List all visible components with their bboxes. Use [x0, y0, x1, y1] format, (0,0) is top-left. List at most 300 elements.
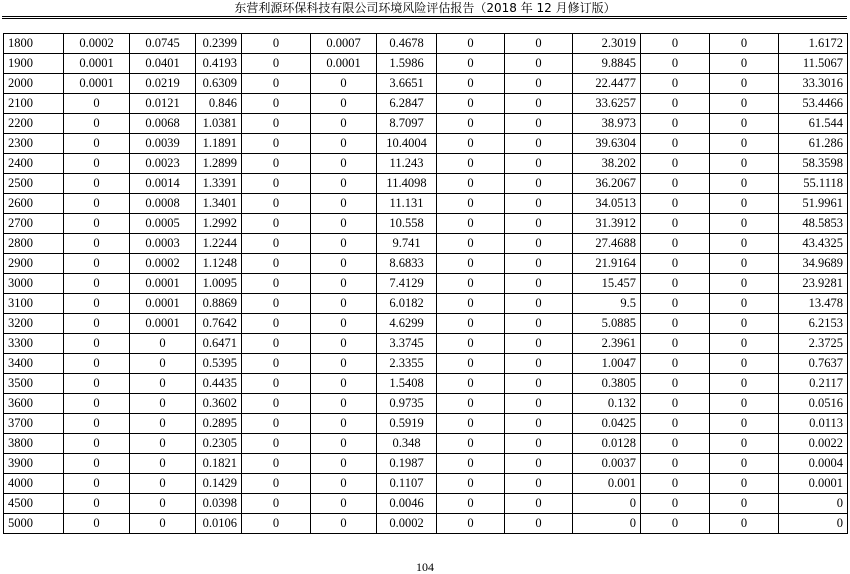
table-cell: 0.001 — [573, 474, 641, 494]
table-row — [4, 374, 848, 394]
table-cell: 0 — [437, 94, 505, 114]
table-cell: 0.4678 — [377, 34, 437, 54]
table-cell: 0.0039 — [130, 134, 196, 154]
table-cell: 0.0106 — [196, 514, 242, 534]
table-cell: 0.0113 — [779, 414, 848, 434]
table-cell: 0 — [710, 474, 779, 494]
table-cell: 0 — [64, 314, 130, 334]
table-cell: 0 — [641, 374, 710, 394]
table-cell: 39.6304 — [573, 134, 641, 154]
table-cell: 2.3725 — [779, 334, 848, 354]
page-number: 104 — [416, 560, 434, 574]
distance-cell: 5000 — [4, 514, 64, 534]
table-cell: 0 — [505, 94, 573, 114]
table-cell: 58.3598 — [779, 154, 848, 174]
table-cell: 0 — [710, 294, 779, 314]
table-cell: 9.8845 — [573, 54, 641, 74]
table-cell: 0 — [505, 34, 573, 54]
table-row — [4, 54, 848, 74]
table-cell: 0 — [242, 414, 311, 434]
table-cell: 34.0513 — [573, 194, 641, 214]
table-cell: 0.4435 — [196, 374, 242, 394]
table-cell: 0.846 — [196, 94, 242, 114]
report-title: 东营利源环保科技有限公司环境风险评估报告（2018 年 12 月修订版） — [234, 1, 616, 15]
table-cell: 0 — [437, 454, 505, 474]
table-cell: 0 — [437, 54, 505, 74]
table-cell: 0 — [242, 174, 311, 194]
table-cell: 0 — [710, 394, 779, 414]
table-cell: 0.0002 — [64, 34, 130, 54]
table-cell: 0.7637 — [779, 354, 848, 374]
table-cell: 0.0001 — [64, 74, 130, 94]
table-cell: 0.0398 — [196, 494, 242, 514]
table-cell: 0.7642 — [196, 314, 242, 334]
table-cell: 0 — [641, 174, 710, 194]
table-cell: 0 — [710, 234, 779, 254]
table-cell: 0 — [505, 274, 573, 294]
data-table — [3, 33, 848, 534]
table-cell: 0 — [311, 74, 377, 94]
distance-cell: 3500 — [4, 374, 64, 394]
table-cell: 0.0001 — [130, 314, 196, 334]
table-cell: 0 — [437, 314, 505, 334]
table-cell: 0 — [311, 474, 377, 494]
table-cell: 0 — [242, 234, 311, 254]
table-cell: 0 — [505, 474, 573, 494]
distance-cell: 2900 — [4, 254, 64, 274]
table-cell: 0 — [641, 194, 710, 214]
table-cell: 0.9735 — [377, 394, 437, 414]
table-row — [4, 294, 848, 314]
table-cell: 0 — [505, 514, 573, 534]
table-cell: 0 — [710, 494, 779, 514]
distance-cell: 3600 — [4, 394, 64, 414]
table-cell: 0 — [242, 274, 311, 294]
table-cell: 51.9961 — [779, 194, 848, 214]
table-cell: 0 — [130, 334, 196, 354]
table-cell: 0 — [242, 114, 311, 134]
table-row — [4, 214, 848, 234]
table-cell: 1.0095 — [196, 274, 242, 294]
table-cell: 3.3745 — [377, 334, 437, 354]
table-cell: 36.2067 — [573, 174, 641, 194]
table-cell: 0 — [437, 234, 505, 254]
table-cell: 0 — [437, 494, 505, 514]
table-cell: 0.0007 — [311, 34, 377, 54]
table-row — [4, 514, 848, 534]
table-cell: 0 — [573, 494, 641, 514]
table-cell: 0 — [710, 114, 779, 134]
table-cell: 0 — [505, 494, 573, 514]
table-cell: 0 — [64, 114, 130, 134]
table-cell: 11.243 — [377, 154, 437, 174]
table-cell: 0 — [505, 314, 573, 334]
table-cell: 33.6257 — [573, 94, 641, 114]
table-cell: 0 — [505, 134, 573, 154]
table-cell: 0 — [710, 74, 779, 94]
table-cell: 0.0002 — [130, 254, 196, 274]
table-cell: 15.457 — [573, 274, 641, 294]
table-cell: 0 — [437, 434, 505, 454]
table-cell: 0 — [710, 94, 779, 114]
table-cell: 0 — [641, 294, 710, 314]
table-cell: 0 — [437, 514, 505, 534]
table-cell: 0 — [641, 214, 710, 234]
table-cell: 0 — [437, 294, 505, 314]
table-cell: 0 — [437, 74, 505, 94]
table-cell: 0 — [242, 454, 311, 474]
distance-cell: 4500 — [4, 494, 64, 514]
distance-cell: 4000 — [4, 474, 64, 494]
table-cell: 0 — [505, 174, 573, 194]
distance-cell: 3200 — [4, 314, 64, 334]
table-cell: 0 — [311, 314, 377, 334]
table-cell: 0 — [710, 374, 779, 394]
table-row — [4, 434, 848, 454]
table-cell: 0 — [64, 214, 130, 234]
table-cell: 0.1821 — [196, 454, 242, 474]
table-cell: 0.3805 — [573, 374, 641, 394]
table-cell: 0.0128 — [573, 434, 641, 454]
table-cell: 0 — [64, 234, 130, 254]
table-cell: 0 — [505, 114, 573, 134]
distance-cell: 3100 — [4, 294, 64, 314]
table-cell: 0.2305 — [196, 434, 242, 454]
table-cell: 0 — [130, 434, 196, 454]
table-cell: 0 — [64, 374, 130, 394]
table-cell: 27.4688 — [573, 234, 641, 254]
table-cell: 1.1248 — [196, 254, 242, 274]
table-cell: 2.3019 — [573, 34, 641, 54]
distance-cell: 3400 — [4, 354, 64, 374]
table-cell: 0.0068 — [130, 114, 196, 134]
table-cell: 61.544 — [779, 114, 848, 134]
table-cell: 0.0001 — [64, 54, 130, 74]
table-row — [4, 34, 848, 54]
distance-cell: 3000 — [4, 274, 64, 294]
table-cell: 0 — [641, 74, 710, 94]
table-cell: 0 — [505, 194, 573, 214]
table-row — [4, 134, 848, 154]
table-cell: 0 — [710, 514, 779, 534]
table-cell: 0 — [641, 114, 710, 134]
table-cell: 0 — [710, 254, 779, 274]
table-cell: 0 — [437, 394, 505, 414]
table-cell: 0.1429 — [196, 474, 242, 494]
table-cell: 0 — [64, 434, 130, 454]
distance-cell: 3900 — [4, 454, 64, 474]
table-cell: 0 — [242, 74, 311, 94]
table-cell: 2.3355 — [377, 354, 437, 374]
table-cell: 0 — [242, 434, 311, 454]
table-cell: 0.0745 — [130, 34, 196, 54]
table-cell: 0 — [437, 214, 505, 234]
table-cell: 0.0003 — [130, 234, 196, 254]
table-cell: 31.3912 — [573, 214, 641, 234]
distance-cell: 3300 — [4, 334, 64, 354]
table-row — [4, 254, 848, 274]
table-row — [4, 414, 848, 434]
table-cell: 0.132 — [573, 394, 641, 414]
table-cell: 0.8869 — [196, 294, 242, 314]
table-cell: 0 — [710, 154, 779, 174]
table-cell: 0 — [641, 54, 710, 74]
table-cell: 6.2847 — [377, 94, 437, 114]
distance-cell: 2000 — [4, 74, 64, 94]
table-cell: 0 — [437, 254, 505, 274]
table-cell: 11.4098 — [377, 174, 437, 194]
table-cell: 0.4193 — [196, 54, 242, 74]
table-cell: 7.4129 — [377, 274, 437, 294]
table-cell: 0 — [311, 214, 377, 234]
table-cell: 0 — [64, 474, 130, 494]
table-cell: 0 — [641, 274, 710, 294]
table-cell: 0.6471 — [196, 334, 242, 354]
table-cell: 0 — [242, 354, 311, 374]
table-cell: 0.0001 — [130, 274, 196, 294]
table-row — [4, 154, 848, 174]
table-cell: 4.6299 — [377, 314, 437, 334]
table-cell: 0 — [710, 334, 779, 354]
table-cell: 0 — [710, 174, 779, 194]
table-cell: 0 — [64, 254, 130, 274]
table-cell: 0 — [64, 494, 130, 514]
table-cell: 0 — [710, 454, 779, 474]
table-cell: 0 — [710, 194, 779, 214]
table-cell: 33.3016 — [779, 74, 848, 94]
distance-cell: 2100 — [4, 94, 64, 114]
table-cell: 0 — [64, 334, 130, 354]
table-cell: 5.0885 — [573, 314, 641, 334]
table-cell: 0 — [311, 494, 377, 514]
distance-cell: 2600 — [4, 194, 64, 214]
table-cell: 43.4325 — [779, 234, 848, 254]
table-cell: 0 — [437, 354, 505, 374]
table-cell: 0 — [311, 354, 377, 374]
table-cell: 1.3391 — [196, 174, 242, 194]
table-cell: 0.0001 — [779, 474, 848, 494]
table-cell: 0.0008 — [130, 194, 196, 214]
table-cell: 1.0381 — [196, 114, 242, 134]
distance-cell: 2400 — [4, 154, 64, 174]
table-cell: 0.0005 — [130, 214, 196, 234]
table-cell: 0 — [710, 54, 779, 74]
distance-cell: 2200 — [4, 114, 64, 134]
table-cell: 0 — [242, 394, 311, 414]
table-cell: 0 — [710, 214, 779, 234]
table-cell: 0 — [130, 494, 196, 514]
table-cell: 0 — [437, 114, 505, 134]
table-row — [4, 94, 848, 114]
table-cell: 0.0001 — [311, 54, 377, 74]
table-cell: 0 — [437, 34, 505, 54]
table-row — [4, 474, 848, 494]
table-cell: 0 — [437, 194, 505, 214]
table-cell: 0 — [311, 514, 377, 534]
table-cell: 0 — [311, 294, 377, 314]
table-cell: 0 — [641, 354, 710, 374]
table-cell: 61.286 — [779, 134, 848, 154]
table-cell: 0 — [64, 354, 130, 374]
table-cell: 0 — [242, 94, 311, 114]
table-cell: 0.2895 — [196, 414, 242, 434]
table-cell: 0 — [64, 274, 130, 294]
table-cell: 0 — [311, 374, 377, 394]
table-cell: 0 — [64, 454, 130, 474]
distance-cell: 1800 — [4, 34, 64, 54]
table-cell: 0 — [311, 414, 377, 434]
table-cell: 0 — [710, 274, 779, 294]
table-cell: 0 — [710, 134, 779, 154]
table-row — [4, 494, 848, 514]
table-cell: 0.1107 — [377, 474, 437, 494]
table-cell: 0 — [311, 394, 377, 414]
table-cell: 6.2153 — [779, 314, 848, 334]
table-row — [4, 194, 848, 214]
table-cell: 0 — [641, 394, 710, 414]
table-cell: 0 — [311, 274, 377, 294]
table-cell: 1.2992 — [196, 214, 242, 234]
table-cell: 0 — [242, 214, 311, 234]
table-cell: 21.9164 — [573, 254, 641, 274]
table-cell: 0 — [505, 74, 573, 94]
table-cell: 0 — [710, 434, 779, 454]
table-cell: 0 — [130, 414, 196, 434]
table-cell: 0 — [710, 354, 779, 374]
table-cell: 0 — [130, 514, 196, 534]
table-cell: 0.5395 — [196, 354, 242, 374]
table-cell: 0.0121 — [130, 94, 196, 114]
table-cell: 0 — [64, 174, 130, 194]
table-cell: 38.202 — [573, 154, 641, 174]
table-cell: 0 — [505, 154, 573, 174]
table-cell: 0 — [130, 454, 196, 474]
table-row — [4, 354, 848, 374]
table-cell: 0 — [242, 314, 311, 334]
table-cell: 0 — [64, 414, 130, 434]
table-cell: 0 — [242, 54, 311, 74]
distance-cell: 2800 — [4, 234, 64, 254]
table-cell: 0 — [311, 194, 377, 214]
table-cell: 0 — [242, 294, 311, 314]
table-row — [4, 454, 848, 474]
table-cell: 0 — [242, 474, 311, 494]
table-cell: 0.348 — [377, 434, 437, 454]
table-cell: 10.558 — [377, 214, 437, 234]
table-cell: 13.478 — [779, 294, 848, 314]
table-cell: 0 — [779, 494, 848, 514]
table-cell: 0 — [311, 334, 377, 354]
table-cell: 23.9281 — [779, 274, 848, 294]
table-cell: 0 — [437, 174, 505, 194]
table-cell: 0 — [641, 134, 710, 154]
table-cell: 0.0037 — [573, 454, 641, 474]
table-cell: 0 — [505, 434, 573, 454]
table-cell: 0 — [505, 414, 573, 434]
table-cell: 0.2399 — [196, 34, 242, 54]
table-cell: 0 — [779, 514, 848, 534]
table-cell: 0 — [130, 374, 196, 394]
table-cell: 0.0046 — [377, 494, 437, 514]
table-cell: 0.0425 — [573, 414, 641, 434]
table-cell: 0 — [641, 414, 710, 434]
table-cell: 2.3961 — [573, 334, 641, 354]
distance-cell: 2300 — [4, 134, 64, 154]
table-cell: 53.4466 — [779, 94, 848, 114]
distance-cell: 2700 — [4, 214, 64, 234]
table-cell: 0.0022 — [779, 434, 848, 454]
table-cell: 34.9689 — [779, 254, 848, 274]
table-cell: 0 — [130, 394, 196, 414]
table-cell: 1.1891 — [196, 134, 242, 154]
table-cell: 0 — [242, 374, 311, 394]
table-cell: 0 — [505, 214, 573, 234]
table-cell: 0.0002 — [377, 514, 437, 534]
table-cell: 0 — [130, 354, 196, 374]
distance-cell: 3800 — [4, 434, 64, 454]
table-cell: 55.1118 — [779, 174, 848, 194]
table-cell: 0 — [242, 134, 311, 154]
table-cell: 1.6172 — [779, 34, 848, 54]
table-cell: 0 — [311, 134, 377, 154]
table-cell: 0 — [505, 234, 573, 254]
table-cell: 1.5986 — [377, 54, 437, 74]
table-cell: 6.0182 — [377, 294, 437, 314]
table-cell: 8.7097 — [377, 114, 437, 134]
table-cell: 38.973 — [573, 114, 641, 134]
table-cell: 0 — [710, 34, 779, 54]
table-cell: 11.131 — [377, 194, 437, 214]
header-divider — [2, 16, 847, 19]
table-cell: 0 — [641, 234, 710, 254]
table-cell: 0 — [437, 374, 505, 394]
table-cell: 10.4004 — [377, 134, 437, 154]
table-cell: 0.0004 — [779, 454, 848, 474]
table-cell: 11.5067 — [779, 54, 848, 74]
table-cell: 1.0047 — [573, 354, 641, 374]
table-cell: 0 — [641, 94, 710, 114]
table-cell: 0 — [641, 254, 710, 274]
table-row — [4, 274, 848, 294]
table-cell: 1.2244 — [196, 234, 242, 254]
table-cell: 0 — [505, 294, 573, 314]
table-cell: 0 — [311, 174, 377, 194]
table-cell: 0 — [130, 474, 196, 494]
table-cell: 0 — [641, 314, 710, 334]
table-cell: 0 — [573, 514, 641, 534]
table-cell: 0 — [311, 114, 377, 134]
table-cell: 0.0219 — [130, 74, 196, 94]
table-cell: 0.2117 — [779, 374, 848, 394]
table-cell: 0 — [641, 474, 710, 494]
distance-cell: 1900 — [4, 54, 64, 74]
table-row — [4, 394, 848, 414]
table-cell: 0 — [64, 514, 130, 534]
table-cell: 0 — [437, 154, 505, 174]
table-cell: 0.0023 — [130, 154, 196, 174]
table-cell: 0 — [437, 474, 505, 494]
table-cell: 0 — [641, 434, 710, 454]
table-cell: 0 — [641, 334, 710, 354]
table-cell: 0 — [242, 494, 311, 514]
table-cell: 0.6309 — [196, 74, 242, 94]
table-row — [4, 74, 848, 94]
table-cell: 0 — [242, 34, 311, 54]
table-cell: 0 — [64, 194, 130, 214]
table-cell: 0.5919 — [377, 414, 437, 434]
table-cell: 48.5853 — [779, 214, 848, 234]
table-cell: 0 — [641, 454, 710, 474]
